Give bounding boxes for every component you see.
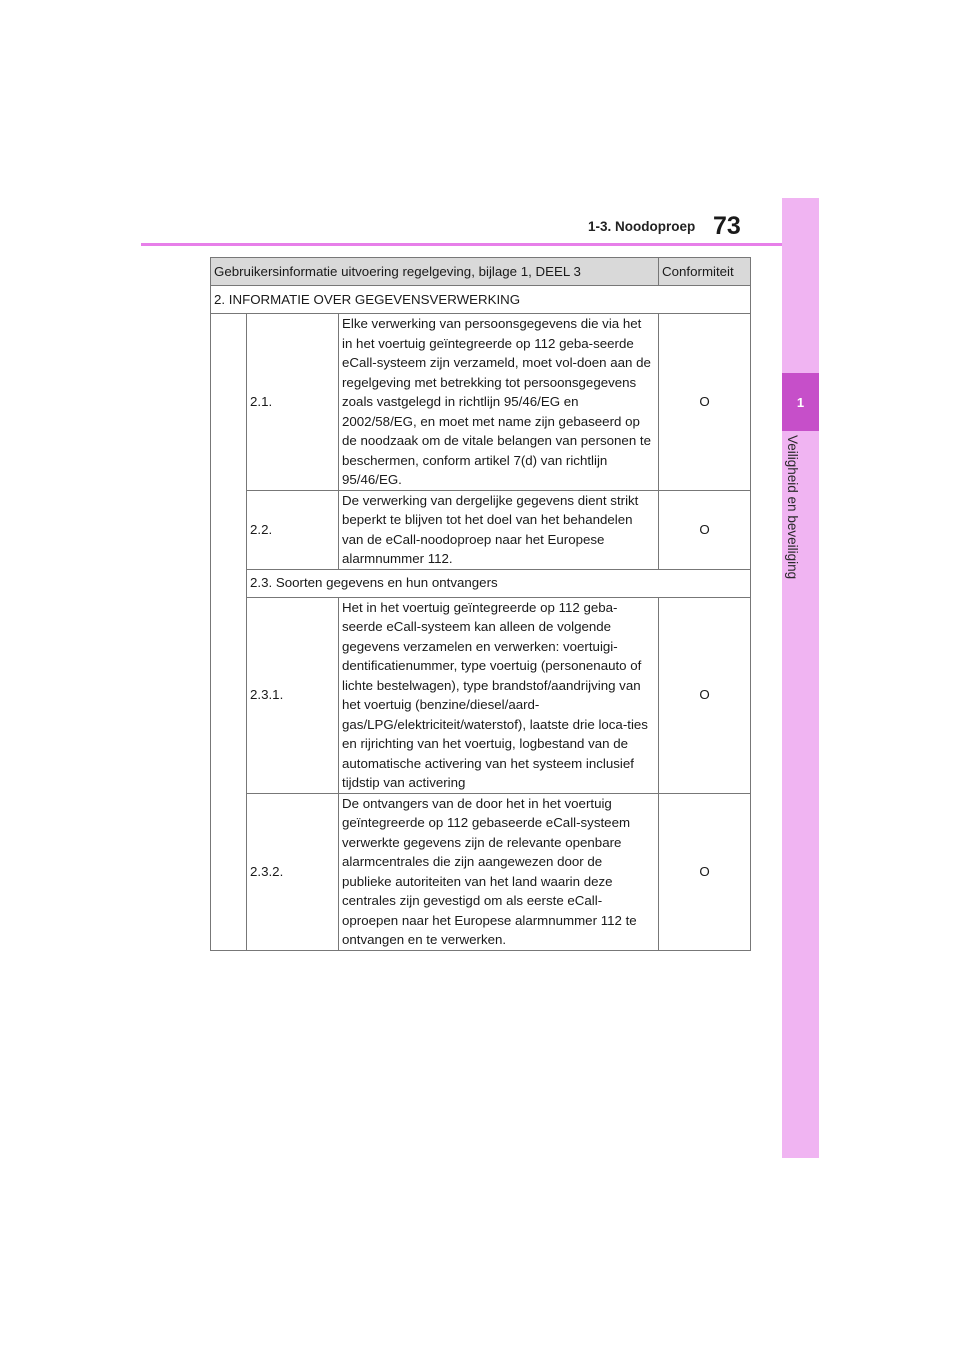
conformity-mark: O	[659, 314, 751, 491]
section-2-title: 2. INFORMATIE OVER GEGEVENSVERWERKING	[211, 286, 751, 314]
section-23-title: 2.3. Soorten gegevens en hun ontvangers	[247, 569, 751, 597]
table-header-row	[211, 258, 751, 286]
table-row	[211, 314, 751, 491]
table-row	[211, 597, 751, 793]
item-text: De verwerking van dergelijke gegevens dient strikt beperkt te blijven tot het doel van het behandelen van de eCall-noodoproep naar het Europese alarmnummer 112.	[339, 490, 659, 569]
indent-cell	[211, 314, 247, 951]
item-text: Elke verwerking van persoonsgegevens die via het in het voertuig geïntegreerde op 112 geba-seerde eCall-systeem zijn verzameld, moet vol-doen aan de regelgeving met betrekking tot persoonsgegevens zoals vastgelegd in richtlijn 95/46/EG en 2002/58/EG, en moet met name zijn gebaseerd op de noodzaak om de vitale belangen van personen te beschermen, conform artikel 7(d) van richtlijn 95/46/EG.	[339, 314, 659, 491]
page-number: 73	[713, 212, 741, 240]
regulation-table	[210, 257, 751, 951]
item-number: 2.3.2.	[247, 793, 339, 950]
conformity-mark: O	[659, 490, 751, 569]
item-number: 2.3.1.	[247, 597, 339, 793]
column-header-conformity: Conformiteit	[659, 258, 751, 286]
chapter-label: Veiligheid en beveiliging	[785, 435, 800, 580]
table-row	[211, 793, 751, 950]
section-row	[211, 569, 751, 597]
conformity-mark: O	[659, 597, 751, 793]
item-number: 2.2.	[247, 490, 339, 569]
column-header-info: Gebruikersinformatie uitvoering regelgeving, bijlage 1, DEEL 3	[211, 258, 659, 286]
chapter-number-badge: 1	[782, 373, 819, 431]
conformity-mark: O	[659, 793, 751, 950]
item-number: 2.1.	[247, 314, 339, 491]
item-text: De ontvangers van de door het in het voertuig geïntegreerde op 112 gebaseerde eCall-systeem verwerkte gegevens zijn de relevante openbare alarmcentrales die zijn aangewezen door de publieke autoriteiten van het land waarin deze centrales zijn gevestigd om als eerste eCall-oproepen naar het Europese alarmnummer 112 te ontvangen en te verwerken.	[339, 793, 659, 950]
section-title: 1-3. Noodoproep	[588, 219, 696, 234]
table-row	[211, 490, 751, 569]
chapter-side-tab	[782, 198, 819, 1158]
section-row	[211, 286, 751, 314]
item-text: Het in het voertuig geïntegreerde op 112 geba-seerde eCall-systeem kan alleen de volgende gegevens verzamelen en verwerken: voertuigi-dentificatienummer, type voertuig (personenauto of lichte bestelwagen), type brandstof/aandrijving van het voertuig (benzine/diesel/aard-gas/LPG/elektriciteit/waterstof), laatste drie loca-ties en rijrichting van het voertuig, logbestand van de automatische activering van het systeem inclusief tijdstip van activering	[339, 597, 659, 793]
header-rule	[141, 243, 782, 246]
